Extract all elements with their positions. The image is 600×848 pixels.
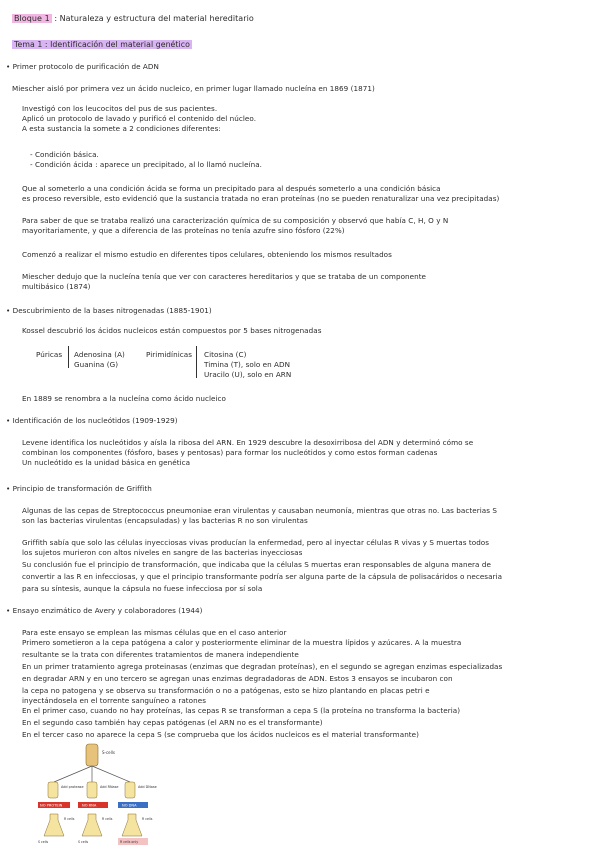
- purines-label: Púricas: [36, 350, 63, 359]
- text-line: A esta sustancia la somete a 2 condiciones diferentes:: [22, 124, 221, 133]
- purine-item: Guanina (G): [74, 360, 119, 369]
- text-line: - Condición ácida : aparece un precipitado, al lo llamó nucleína.: [30, 160, 263, 169]
- culture-label: R cells: [142, 817, 153, 821]
- section-heading: • Primer protocolo de purificación de ADN: [6, 62, 159, 71]
- text-line: Miescher aisló por primera vez un ácido nucleico, en primer lugar llamado nucleína en 1869 (1871): [12, 84, 375, 93]
- result-label: NO DNA: [122, 803, 137, 808]
- text-line: resultante se la trata con diferentes tratamientos de manera independiente: [22, 650, 299, 659]
- outcome-label: R cells only: [120, 840, 139, 844]
- section-heading: • Ensayo enzimático de Avery y colaboradores (1944): [6, 606, 203, 615]
- text-line: Griffith sabía que solo las células inyecciosas vivas producían la enfermedad, pero al inyectar células R vivas y S muertas todos: [22, 538, 490, 547]
- block-header: [12, 14, 254, 23]
- text-line: multibásico (1874): [22, 282, 91, 291]
- text-line: en degradar ARN y en uno tercero se agregan unas enzimas degradadoras de ADN. Estos 3 ensayos se incubaron con: [22, 674, 453, 683]
- treatment-tube-rnase-icon: [87, 782, 97, 798]
- text-line: es proceso reversible, esto evidenció que la sustancia tratada no eran proteínas (no se pueden renaturalizar una vez precipitadas): [22, 194, 500, 203]
- branch-arrows: [54, 766, 130, 782]
- text-line: para su síntesis, aunque la cápsula no fuese infecciosa por sí sola: [22, 584, 263, 593]
- text-line: Comenzó a realizar el mismo estudio en diferentes tipos celulares, obteniendo los mismos resultados: [22, 250, 392, 259]
- text-line: Un nucleótido es la unidad básica en genética: [22, 458, 191, 467]
- text-line: inyectándosela en el torrente sanguíneo a ratones: [22, 696, 206, 705]
- outcome-label: S cells: [38, 840, 49, 844]
- text-line: son las bacterias virulentas (encapsuladas) y las bacterias R no son virulentas: [22, 516, 308, 525]
- section-heading: • Descubrimiento de la bases nitrogenadas (1885-1901): [6, 306, 212, 315]
- treatment-tube-dnase-icon: [125, 782, 135, 798]
- pyrimidine-item: Uracilo (U), solo en ARN: [204, 370, 292, 379]
- table-divider: [68, 346, 69, 368]
- culture-flask-icon: [122, 814, 142, 836]
- treatment-label: Add DNase: [138, 785, 157, 789]
- pyrimidine-item: Timina (T), solo en ADN: [204, 360, 291, 369]
- text-line: Investigó con los leucocitos del pus de sus pacientes.: [22, 104, 218, 113]
- culture-label: R cells: [64, 817, 75, 821]
- culture-flask-icon: [82, 814, 102, 836]
- culture-label: R cells: [102, 817, 113, 821]
- topic-label: Tema 1 : Identificación del material genético: [14, 40, 190, 49]
- text-line: En el segundo caso también hay cepas patógenas (el ARN no es el transformante): [22, 718, 323, 727]
- pyrimidines-label: Pirimidínicas: [146, 350, 192, 359]
- source-tube-icon: [86, 744, 98, 766]
- outcome-label: S cells: [78, 840, 89, 844]
- result-label: NO PROTEIN: [40, 803, 63, 808]
- text-line: la cepa no patogena y se observa su transformación o no a patógenas, esto se hizo plantando en placas petri e: [22, 686, 430, 695]
- text-line: En el primer caso, cuando no hay proteínas, las cepas R se transforman a cepa S (la proteína no transforma la bacteria): [22, 706, 461, 715]
- purine-item: Adenosina (A): [74, 350, 125, 359]
- text-line: Primero sometieron a la cepa patógena a calor y posteriormente eliminar de la muestra lípidos y azúcares. A la muestra: [22, 638, 462, 647]
- text-line: En un primer tratamiento agrega proteinasas (enzimas que degradan proteínas), en el segundo se agregan enzimas especializadas: [22, 662, 503, 671]
- text-line: convertir a las R en infecciosas, y que el principio transformante podría ser alguna parte de la cápsula de polisacáridos o necesaria: [22, 572, 503, 581]
- text-line: Kossel descubrió los ácidos nucleicos están compuestos por 5 bases nitrogenadas: [22, 326, 322, 335]
- section-heading: • Principio de transformación de Griffith: [6, 484, 152, 493]
- text-line: Que al someterlo a una condición ácida se forma un precipitado para al después someterlo a una condición básica: [22, 184, 441, 193]
- text-line: combinan los componentes (fósforo, bases y pentosas) para formar los nucleótidos y como estos forman cadenas: [22, 448, 438, 457]
- text-line: Miescher dedujo que la nucleína tenía que ver con caracteres hereditarios y que se trataba de un componente: [22, 272, 427, 281]
- text-line: Su conclusión fue el principio de transformación, que indicaba que la células S muertas eran responsables de alguna manera de: [22, 560, 491, 569]
- table-divider: [196, 346, 197, 378]
- culture-flask-icon: [44, 814, 64, 836]
- avery-experiment-figure: [24, 742, 164, 846]
- text-line: Para saber de que se trataba realizó una caracterización química de su composición y observó que había C, H, O y N: [22, 216, 449, 225]
- text-line: En 1889 se renombra a la nucleína como ácido nucleico: [22, 394, 226, 403]
- result-label: NO RNA: [82, 803, 97, 808]
- section-heading: • Identificación de los nucleótidos (1909-1929): [6, 416, 178, 425]
- text-line: Aplicó un protocolo de lavado y purificó el contenido del núcleo.: [22, 114, 257, 123]
- block-label: Bloque 1: [14, 14, 50, 23]
- treatment-label: Add protease: [61, 785, 84, 789]
- text-line: En el tercer caso no aparece la cepa S (se comprueba que los ácidos nucleicos es el material transformante): [22, 730, 419, 739]
- text-line: - Condición básica.: [30, 150, 99, 159]
- text-line: los sujetos murieron con altos niveles en sangre de las bacterias inyecciosas: [22, 548, 303, 557]
- text-line: Algunas de las cepas de Streptococcus pneumoniae eran virulentas y causaban neumonía, mientras que otras no. Las bacterias S: [22, 506, 497, 515]
- treatment-label: Add RNase: [100, 785, 119, 789]
- text-line: mayoritariamente, y que a diferencia de las proteínas no tenía azufre sino fósforo (22%): [22, 226, 345, 235]
- topic-header: [12, 40, 192, 49]
- tube-label: S-cells: [102, 750, 115, 755]
- block-title: : Naturaleza y estructura del material hereditario: [54, 14, 254, 23]
- treatment-tube-protease-icon: [48, 782, 58, 798]
- text-line: Para este ensayo se emplean las mismas células que en el caso anterior: [22, 628, 287, 637]
- text-line: Levene identifica los nucleótidos y aísla la ribosa del ARN. En 1929 descubre la desoxirribosa del ADN y determinó cómo se: [22, 438, 474, 447]
- pyrimidine-item: Citosina (C): [204, 350, 247, 359]
